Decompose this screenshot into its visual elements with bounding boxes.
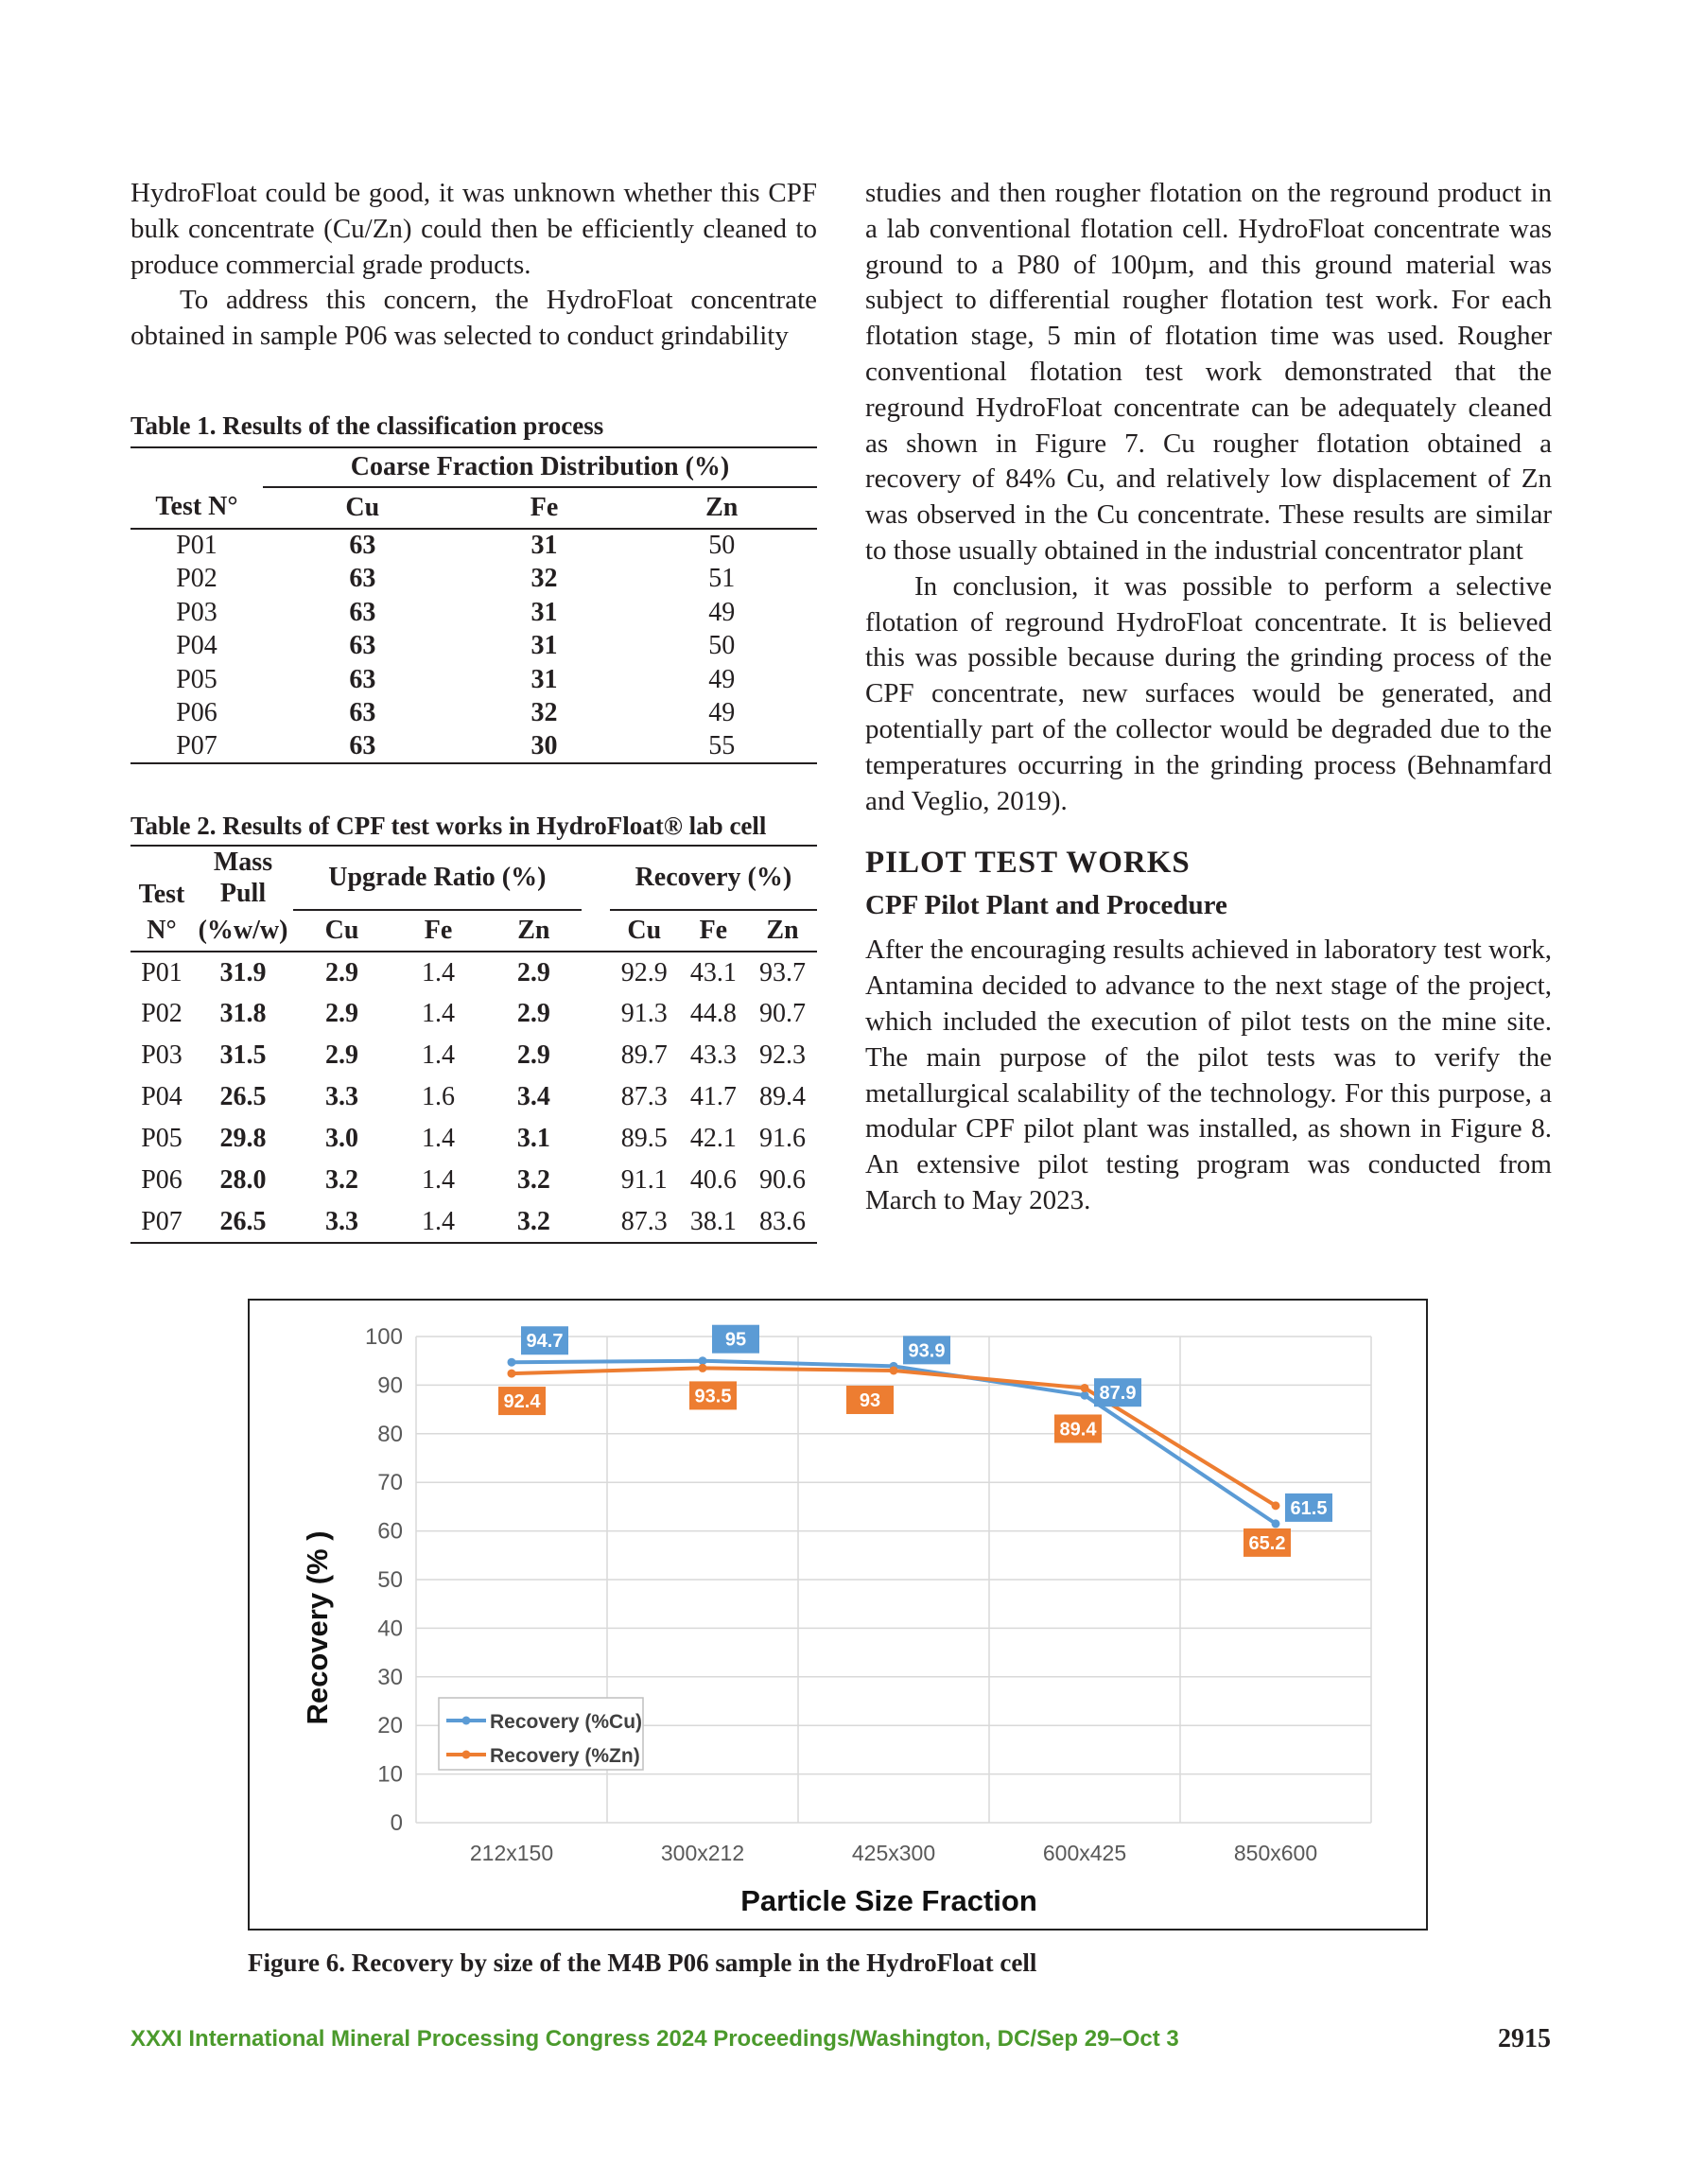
table-cell: 31	[530, 597, 558, 627]
table-cell: 3.2	[516, 1165, 550, 1196]
table-cell: 49	[708, 698, 736, 728]
body-paragraph: After the encouraging results achieved in laboratory test work, Antamina decided to advance to the next stage of the project, which included the execution of pilot tests on the mine site. The main purpose of the pilot tests was to verify the metallurgical scalability of the technology. For this purpose, a modular CPF pilot plant was installed, as shown in Figure 8. An extensive pilot testing program was conducted from March to May 2023.	[865, 935, 1552, 1215]
table-cell: 49	[708, 597, 736, 627]
table-cell: 40.6	[689, 1165, 737, 1196]
x-tick-label: 425x300	[851, 1841, 936, 1865]
data-label	[689, 1381, 737, 1409]
table-cell: 63	[349, 664, 376, 694]
table-cell: 51	[708, 564, 736, 594]
svg-text:93.5: 93.5	[694, 1386, 732, 1407]
table-cell: 31.9	[219, 957, 267, 987]
data-label	[521, 1326, 568, 1354]
table1	[130, 446, 817, 765]
table2-subcol: Zn	[766, 916, 799, 946]
data-point	[508, 1370, 516, 1378]
figure-6	[248, 1299, 1428, 1931]
table2-subcol: Fe	[699, 916, 728, 946]
table-cell: P02	[176, 564, 217, 594]
table-row	[130, 629, 817, 663]
table-cell: 42.1	[689, 1124, 737, 1154]
table-cell: 92.3	[758, 1040, 806, 1071]
page-number: 2915	[1498, 2024, 1551, 2053]
table-cell: 89.7	[620, 1040, 668, 1071]
table-cell: 93.7	[758, 957, 806, 987]
y-tick-label: 10	[377, 1761, 403, 1788]
table-row	[130, 1035, 817, 1076]
table-cell: 49	[708, 664, 736, 694]
body-paragraph: To address this concern, the HydroFloat concentrate obtained in sample P06 was selected to conduct grindability	[130, 285, 817, 352]
table-cell: 63	[349, 531, 376, 561]
figure-caption: Figure 6. Recovery by size of the M4B P06 sample in the HydroFloat cell	[248, 1948, 1037, 1977]
data-label	[1054, 1414, 1102, 1442]
table-cell: 31.8	[219, 999, 267, 1029]
chart-legend	[439, 1698, 643, 1770]
table-row	[130, 730, 817, 764]
data-label	[1285, 1494, 1332, 1522]
y-tick-label: 30	[377, 1664, 403, 1690]
table-row	[130, 663, 817, 697]
table-cell: 3.4	[516, 1082, 550, 1112]
table1-group-header: Coarse Fraction Distribution (%)	[263, 447, 817, 487]
right-column	[865, 176, 1552, 1219]
y-tick-label: 20	[377, 1713, 403, 1739]
table-cell: 91.1	[620, 1165, 668, 1196]
data-point	[508, 1358, 516, 1367]
y-tick-label: 70	[377, 1470, 403, 1496]
body-paragraph: In conclusion, it was possible to perform a selective flotation of reground HydroFloat concentrate. It is believed this was possible because during the grinding process of the CPF concentrate, new surfaces would be generated, and potentially part of the collector would be degraded due to the temperatures occurring in the grinding process (Behnamfard and Veglio, 2019).	[865, 570, 1552, 816]
table-cell: 87.3	[620, 1082, 668, 1112]
table2-header-upgrade: Upgrade Ratio (%)	[293, 846, 582, 910]
svg-text:92.4: 92.4	[503, 1391, 541, 1413]
table-cell: 31	[530, 631, 558, 661]
table-row	[130, 1118, 817, 1160]
table-cell: P07	[141, 1206, 183, 1236]
y-tick-label: 40	[377, 1616, 403, 1642]
table2	[130, 845, 817, 1244]
table-cell: P06	[176, 698, 217, 728]
table-cell: 1.4	[422, 999, 455, 1029]
table-cell: 1.4	[422, 1206, 455, 1236]
table-cell: 91.3	[620, 999, 668, 1029]
table-cell: 43.1	[689, 957, 737, 987]
table-cell: 89.4	[758, 1082, 806, 1112]
table-cell: P04	[141, 1082, 183, 1112]
table-cell: 1.4	[422, 1040, 455, 1071]
section-heading: PILOT TEST WORKS	[865, 846, 1191, 881]
chart-series	[508, 1356, 1280, 1528]
table2-header-mass: Mass	[213, 847, 273, 877]
table-cell: 32	[530, 698, 558, 728]
table-cell: 91.6	[758, 1124, 806, 1154]
table-cell: 26.5	[219, 1082, 267, 1112]
subsection-heading: CPF Pilot Plant and Procedure	[865, 890, 1227, 921]
table2-caption: Table 2. Results of CPF test works in HydroFloat® lab cell	[130, 812, 767, 841]
svg-text:87.9: 87.9	[1099, 1383, 1137, 1405]
y-tick-label: 100	[364, 1324, 403, 1350]
table2-header-recovery: Recovery (%)	[610, 846, 817, 910]
svg-text:61.5: 61.5	[1290, 1497, 1328, 1519]
x-tick-label: 850x600	[1233, 1841, 1318, 1865]
table-cell: 30	[530, 731, 558, 761]
table-cell: 29.8	[219, 1124, 267, 1154]
data-point	[1272, 1519, 1280, 1528]
table-cell: 3.3	[325, 1206, 359, 1236]
y-tick-label: 60	[377, 1518, 403, 1545]
y-tick-label: 0	[390, 1810, 403, 1836]
y-tick-label: 90	[377, 1372, 403, 1399]
table-cell: 41.7	[689, 1082, 737, 1112]
table-cell: 38.1	[689, 1206, 737, 1236]
table-row	[130, 1076, 817, 1118]
table1-col-header: Fe	[530, 492, 559, 522]
recovery-line-chart	[250, 1301, 1426, 1929]
table-cell: P01	[141, 957, 183, 987]
svg-text:65.2: 65.2	[1248, 1532, 1286, 1554]
table-cell: 31	[530, 531, 558, 561]
body-paragraph: HydroFloat could be good, it was unknown whether this CPF bulk concentrate (Cu/Zn) could then be efficiently cleaned to produce commercial grade products.	[130, 178, 817, 280]
data-label	[1244, 1529, 1291, 1557]
table-cell: 2.9	[325, 999, 359, 1029]
table-cell: P01	[176, 531, 217, 561]
table-cell: 1.4	[422, 1124, 455, 1154]
table-cell: 83.6	[758, 1206, 806, 1236]
table-cell: 3.0	[325, 1124, 359, 1154]
table-cell: 3.1	[516, 1124, 550, 1154]
table-cell: 92.9	[620, 957, 668, 987]
table-cell: 87.3	[620, 1206, 668, 1236]
data-point	[699, 1356, 707, 1365]
data-label	[903, 1336, 950, 1364]
table-cell: P05	[176, 664, 217, 694]
table-cell: 63	[349, 564, 376, 594]
table-cell: 1.6	[422, 1082, 455, 1112]
table-row	[130, 696, 817, 730]
y-tick-label: 50	[377, 1567, 403, 1593]
body-paragraph: studies and then rougher flotation on the reground product in a lab conventional flotation cell. HydroFloat concentrate was ground to a P80 of 100µm, and this ground material was subject to differential rougher flotation test work. For each flotation stage, 5 min of flotation time was used. Rougher conventional flotation test work demonstrated that the reground HydroFloat concentrate can be adequately cleaned as shown in Figure 7. Cu rougher flotation obtained a recovery of 84% Cu, and relatively low displacement of Zn was observed in the Cu concentrate. These results are similar to those usually obtained in the industrial concentrator plant	[865, 178, 1552, 566]
data-label	[498, 1387, 546, 1415]
table-cell: P03	[141, 1040, 183, 1071]
table-cell: 31	[530, 664, 558, 694]
table-cell: 2.9	[325, 1040, 359, 1071]
table-cell: 1.4	[422, 1165, 455, 1196]
table-cell: 32	[530, 564, 558, 594]
table-cell: 63	[349, 698, 376, 728]
table-cell: 90.6	[758, 1165, 806, 1196]
table-cell: 28.0	[219, 1165, 267, 1196]
svg-text:94.7: 94.7	[526, 1331, 564, 1353]
table-cell: 44.8	[689, 999, 737, 1029]
table2-subcol: Cu	[324, 916, 359, 946]
table-cell: 50	[708, 631, 736, 661]
data-point	[699, 1364, 707, 1372]
table-cell: 2.9	[516, 1040, 550, 1071]
legend-entry: Recovery (%Zn)	[490, 1745, 640, 1767]
table2-subcol: Zn	[517, 916, 550, 946]
data-point	[1081, 1384, 1089, 1392]
table-cell: P02	[141, 999, 183, 1029]
left-column	[130, 176, 817, 1244]
table-cell: 3.2	[516, 1206, 550, 1236]
table1-col-header: Zn	[705, 492, 739, 522]
table-cell: 2.9	[516, 957, 550, 987]
data-label	[1094, 1378, 1141, 1406]
table-cell: 31.5	[219, 1040, 267, 1071]
table-cell: 63	[349, 731, 376, 761]
data-point	[1081, 1391, 1089, 1400]
legend-entry: Recovery (%Cu)	[490, 1711, 643, 1733]
x-tick-label: 600x425	[1042, 1841, 1127, 1865]
table2-subcol: Cu	[627, 916, 662, 946]
table-cell: 2.9	[516, 999, 550, 1029]
table-cell: P07	[176, 731, 217, 761]
table-cell: 2.9	[325, 957, 359, 987]
data-label	[846, 1386, 894, 1414]
table1-col-header: Cu	[345, 492, 380, 522]
table2-header-test: Test	[138, 880, 185, 910]
data-label	[712, 1325, 759, 1354]
table-cell: 3.3	[325, 1082, 359, 1112]
svg-text:93: 93	[859, 1389, 881, 1411]
table-row	[130, 1201, 817, 1243]
table-cell: 50	[708, 531, 736, 561]
table1-caption: Table 1. Results of the classification process	[130, 411, 604, 440]
table-row	[130, 596, 817, 630]
table-row	[130, 1160, 817, 1201]
table2-header-mass: (%w/w)	[198, 915, 288, 945]
svg-text:93.9: 93.9	[908, 1340, 946, 1362]
table-row	[130, 562, 817, 596]
footer-text: XXXI International Mineral Processing Congress 2024 Proceedings/Washington, DC/Sep 29–Oct 3	[130, 2026, 1179, 2052]
svg-text:95: 95	[724, 1329, 747, 1351]
y-tick-label: 80	[377, 1421, 403, 1447]
table-cell: 89.5	[620, 1124, 668, 1154]
table2-header-mass: Pull	[219, 879, 267, 909]
table-cell: 55	[708, 731, 736, 761]
table-cell: 63	[349, 631, 376, 661]
table-cell: 1.4	[422, 957, 455, 987]
data-point	[890, 1366, 898, 1374]
table-cell: 43.3	[689, 1040, 737, 1071]
svg-text:89.4: 89.4	[1059, 1419, 1097, 1441]
table-cell: P06	[141, 1165, 183, 1196]
table-row	[130, 993, 817, 1035]
table-row	[130, 952, 817, 993]
data-point	[1272, 1501, 1280, 1510]
table-cell: 90.7	[758, 999, 806, 1029]
table2-subcol: Fe	[424, 916, 453, 946]
x-axis-label: Particle Size Fraction	[740, 1884, 1037, 1917]
x-tick-label: 212x150	[469, 1841, 554, 1865]
table2-header-test: N°	[147, 915, 177, 945]
y-axis-label: Recovery (% )	[301, 1530, 334, 1725]
x-tick-label: 300x212	[660, 1841, 745, 1865]
table1-col-header: Test N°	[155, 492, 238, 522]
table-cell: 3.2	[325, 1165, 359, 1196]
table-cell: 26.5	[219, 1206, 267, 1236]
table-cell: 63	[349, 597, 376, 627]
table-cell: P04	[176, 631, 217, 661]
table-cell: P03	[176, 597, 217, 627]
table-row	[130, 529, 817, 563]
table-cell: P05	[141, 1124, 183, 1154]
